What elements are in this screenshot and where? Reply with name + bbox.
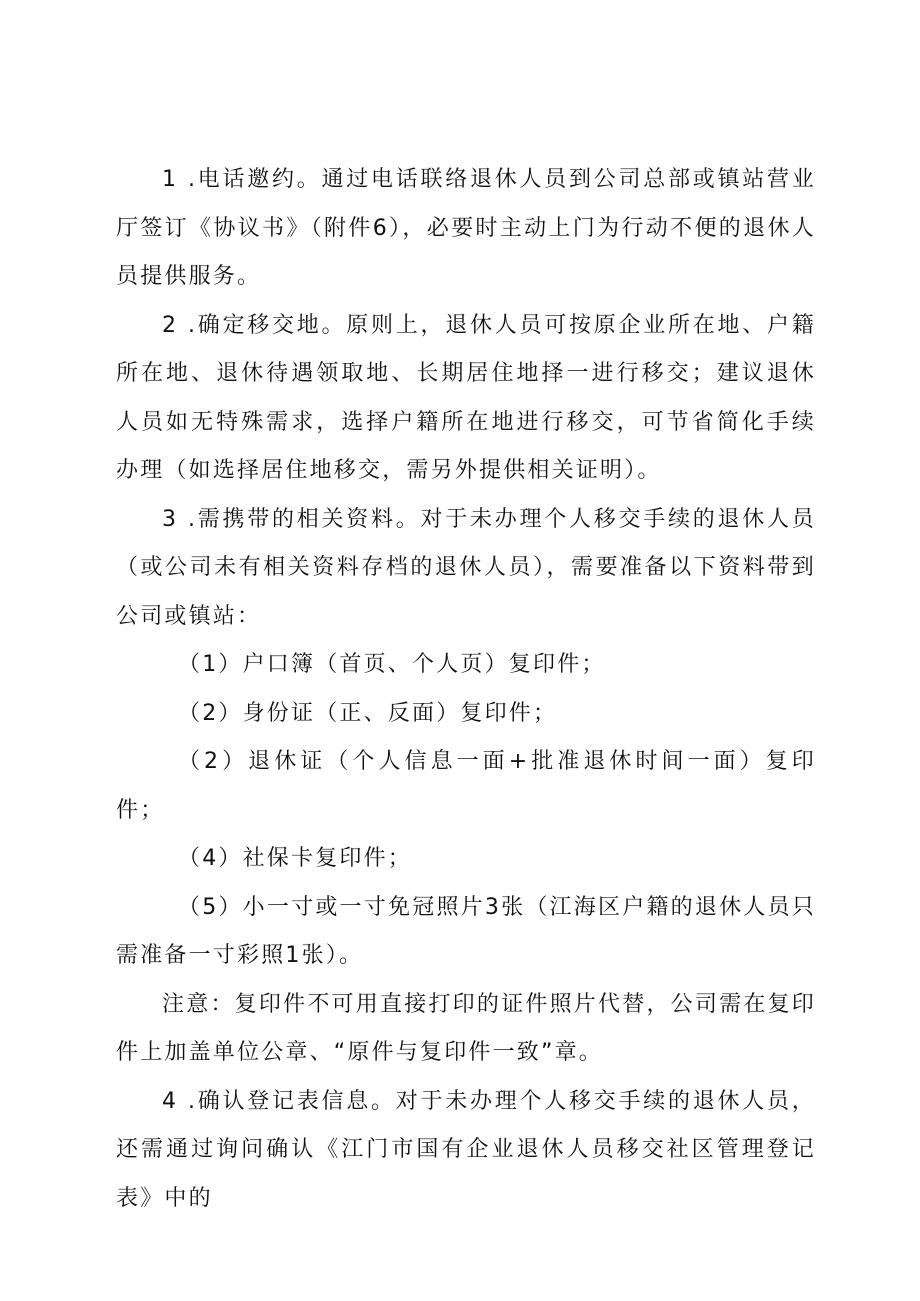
list-item-household-register: （1）户口簿（首页、个人页）复印件； bbox=[178, 652, 606, 677]
paragraph-note: 注意：复印件不可用直接打印的证件照片代替，公司需在复印件上加盖单位公章、“原件与复印件一致”章。 bbox=[116, 991, 816, 1065]
list-item-photos: （5）小一寸或一寸免冠照片3张（江海区户籍的退休人员只需准备一寸彩照1张）。 bbox=[116, 894, 816, 968]
paragraph-required-materials: 3 .需携带的相关资料。对于未办理个人移交手续的退休人员（或公司未有相关资料存档的退休人员），需要准备以下资料带到公司或镇站： bbox=[116, 506, 816, 629]
paragraph-phone-invitation: 1 .电话邀约。通过电话联络退休人员到公司总部或镇站营业厅签订《协议书》（附件6），必要时主动上门为行动不便的退休人员提供服务。 bbox=[116, 167, 816, 289]
paragraph-handover-location: 2 .确定移交地。原则上，退休人员可按原企业所在地、户籍所在地、退休待遇领取地、长期居住地择一进行移交；建议退休人员如无特殊需求，选择户籍所在地进行移交，可节省简化手续办理（如选择居住地移交，需另外提供相关证明）。 bbox=[116, 312, 816, 483]
paragraph-confirm-registration: 4 .确认登记表信息。对于未办理个人移交手续的退休人员，还需通过询问确认《江门市国有企业退休人员移交社区管理登记表》中的 bbox=[116, 1088, 816, 1211]
list-item-retirement-certificate: （2）退休证（个人信息一面+批准退休时间一面）复印件； bbox=[116, 749, 816, 823]
document-body bbox=[116, 156, 816, 1223]
list-item-social-security-card: （4）社保卡复印件； bbox=[178, 846, 412, 871]
list-item-id-card: （2）身份证（正、反面）复印件； bbox=[178, 700, 558, 726]
